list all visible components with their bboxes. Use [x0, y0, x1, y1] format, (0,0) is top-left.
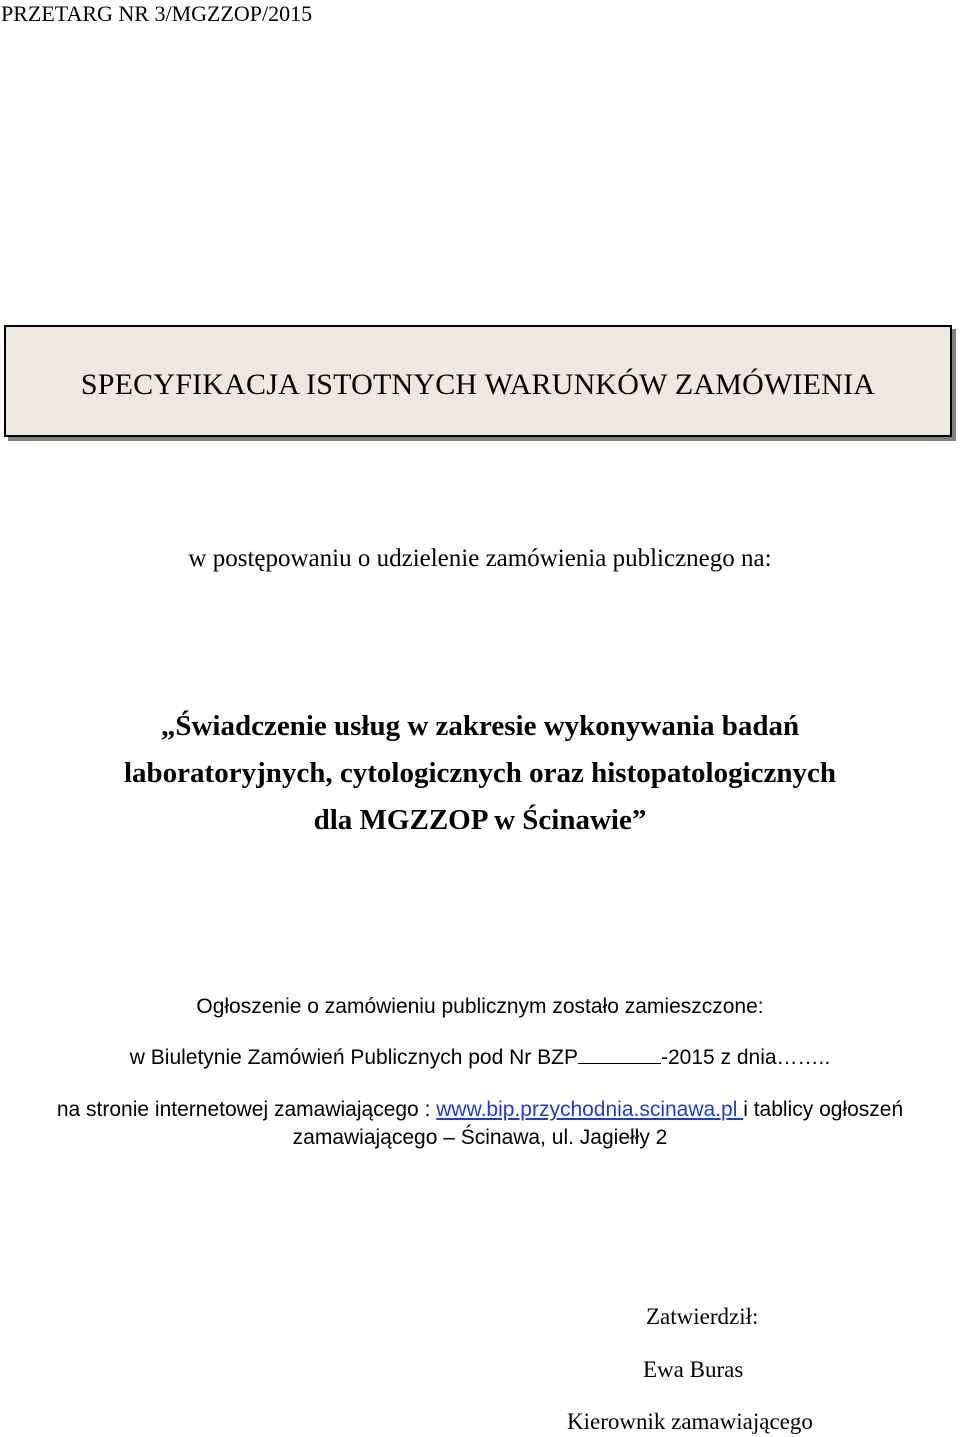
document-title: SPECYFIKACJA ISTOTNYCH WARUNKÓW ZAMÓWIENIA	[80, 368, 876, 401]
subject-title-line: „Świadczenie usług w zakresie wykonywania badań	[160, 710, 800, 742]
approver-role: Kierownik zamawiającego	[567, 1409, 813, 1434]
address-line: zamawiającego – Ścinawa, ul. Jagiełły 2	[292, 1126, 668, 1149]
bzp-number-blank	[578, 1045, 661, 1064]
subject-title-line: dla MGZZOP w Ścinawie”	[313, 804, 647, 836]
bulletin-line	[0, 1045, 960, 1071]
procedure-intro: w postępowaniu o udzielenie zamówienia publicznego na:	[188, 545, 772, 572]
publication-notice: Ogłoszenie o zamówieniu publicznym zostało zamieszczone:	[196, 995, 764, 1018]
bulletin-prefix: w Biuletynie Zamówień Publicznych pod Nr BZP	[129, 1046, 578, 1069]
website-link[interactable]: www.bip.przychodnia.scinawa.pl	[436, 1098, 744, 1121]
subject-title	[0, 703, 960, 844]
subject-title-line: laboratoryjnych, cytologicznych oraz histopatologicznych	[123, 757, 837, 789]
title-box	[4, 325, 952, 437]
website-suffix: i tablicy ogłoszeń	[743, 1098, 904, 1121]
approved-label: Zatwierdził:	[646, 1304, 759, 1329]
bulletin-suffix: -2015 z dnia……..	[660, 1046, 831, 1069]
approver-name: Ewa Buras	[643, 1357, 744, 1382]
website-prefix: na stronie internetowej zamawiającego :	[56, 1098, 437, 1121]
website-line	[0, 1097, 960, 1123]
tender-reference: PRZETARG NR 3/MGZZOP/2015	[1, 1, 313, 26]
